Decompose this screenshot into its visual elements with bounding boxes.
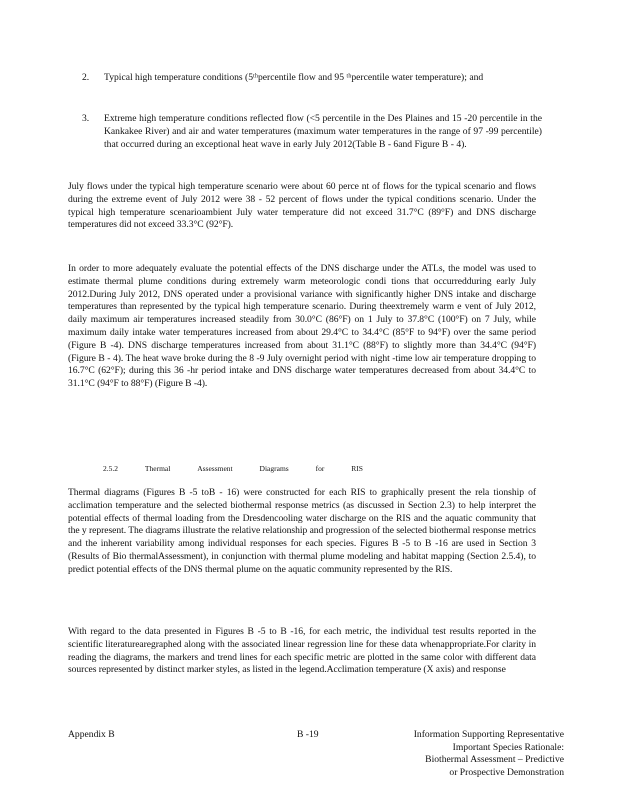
list-item-text: Typical high temperature conditions (5ᵗʰpercentile flow and 95 ᵗʰpercentile water temperature); and: [104, 72, 484, 83]
list-item-2: [82, 72, 542, 85]
footer-title-line: or Prospective Demonstration: [449, 766, 564, 778]
footer-title-line: Important Species Rationale:: [452, 741, 564, 753]
footer-page-number: B -19: [297, 729, 319, 740]
section-word: for: [315, 464, 325, 473]
footer-title-line: Information Supporting Representative: [413, 729, 564, 740]
section-word: Assessment: [197, 464, 233, 473]
list-item-number: 2.: [82, 72, 90, 83]
paragraph-data-presented: With regard to the data presented in Figures B -5 to B -16, for each metric, the individual test results reported in the scientific literaturearegraphed along with the associated linear regression line for these data whenappropriate.For clarity in reading the diagrams, the markers and trend lines for each specific metric are plotted in the same color with different data sources represented by distinct marker styles, as listed in the legend.Acclimation temperature (X axis) and response: [68, 626, 536, 676]
footer-title-line: Biothermal Assessment – Predictive: [425, 754, 564, 766]
section-word: Diagrams: [259, 464, 289, 473]
footer-document-title: [364, 729, 564, 779]
paragraph-thermal-diagrams: Thermal diagrams (Figures B -5 toB - 16) were constructed for each RIS to graphically present the rela tionship of acclimation temperature and the selected biothermal response metrics (as discussed in Section 2.3) to help interpret the potential effects of thermal loading from the Dresdencooling water discharge on the RIS and the aquatic community that the y represent. The diagrams illustrate the relative relationship and progression of the selected biothermal response metrics and the inherent variability among individual responses for each species. Figures B -5 to B -16 are used in Section 3 (Results of Bio thermalAssessment), in conjunction with thermal plume modeling and habitat mapping (Section 2.5.4), to predict potential effects of the DNS thermal plume on the aquatic community represented by the RIS.: [68, 487, 536, 575]
list-item-3: [82, 113, 542, 151]
section-number: 2.5.2: [103, 464, 118, 473]
section-word: RIS: [351, 464, 363, 473]
section-heading: [103, 464, 363, 474]
footer-appendix-label: Appendix B: [68, 729, 115, 740]
list-item-number: 3.: [82, 113, 90, 124]
list-item-text: Extreme high temperature conditions reflected flow (<5 percentile in the Des Plaines and 15 -20 percentile in the Kankakee River) and air and water temperatures (maximum water temperatures in the range of 97 -99 percentile) that occurred during an exceptional heat wave in early July 2012(Table B - 6and Figure B - 4).: [104, 113, 542, 150]
section-word: Thermal: [144, 464, 171, 473]
paragraph-extreme-event: In order to more adequately evaluate the potential effects of the DNS discharge under the ATLs, the model was used to estimate thermal plume conditions during extremely warm meteorologic condi tions that occurredduring early July 2012.During July 2012, DNS operated under a provisional variance with significantly higher DNS intake and discharge temperatures than represented by the typical high temperature scenario. During theextremely warm e vent of July 2012, daily maximum air temperatures increased steadily from 30.0°C (86°F) on 1 July to 37.8°C (100°F) on 7 July, while maximum daily intake water temperatures increased from about 29.4°C to 34.4°C (85°F to 94°F) over the same period (Figure B -4). DNS discharge temperatures increased from about 31.1°C (88°F) to slightly more than 34.4°C (94°F) (Figure B - 4). The heat wave broke during the 8 -9 July overnight period with night -time low air temperature dropping to 16.7°C (62°F); during this 36 -hr period intake and DNS discharge water temperatures decreased from about 34.4°C to 31.1°C (94°F to 88°F) (Figure B -4).: [68, 263, 536, 390]
paragraph-flows: July flows under the typical high temperature scenario were about 60 perce nt of flows for the typical scenario and flows during the extreme event of July 2012 were 38 - 52 percent of flows under the typical conditions scenario. Under the typical high temperature scenarioambient July water temperature did not exceed 31.7°C (89°F) and DNS discharge temperatures did not exceed 33.3°C (92°F).: [68, 181, 536, 231]
